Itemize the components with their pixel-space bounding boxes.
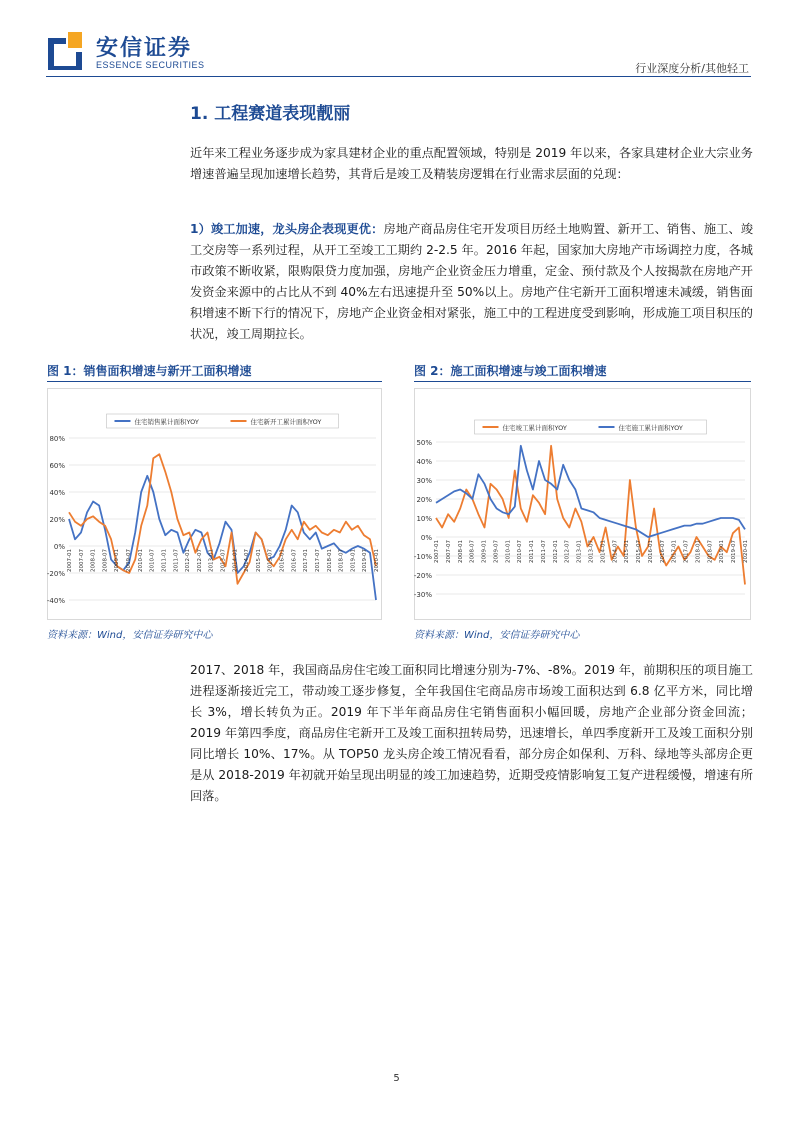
x-tick-label: 2014-07 [612,540,619,563]
x-tick-label: 2008-07 [469,540,476,563]
x-tick-label: 2014-01 [600,540,607,563]
paragraph-intro: 近年来工程业务逐步成为家具建材企业的重点配置领域，特别是 2019 年以来，各家具建材企业大宗业务增速普遍呈现加速增长趋势，其背后是竣工及精装房逻辑在行业需求层面的兑现： [190,146,753,181]
figure-2-divider [414,381,751,382]
x-tick-label: 2019-01 [719,540,726,563]
x-tick-label: 2017-07 [683,540,690,563]
x-tick-label: 2018-07 [707,540,714,563]
x-tick-label: 2007-01 [434,540,440,563]
legend-label: 住宅销售累计面积YOY [134,418,199,426]
chart-construction-completion [414,388,751,620]
y-tick-label: 0% [53,543,65,551]
x-tick-label: 2011-07 [540,540,547,563]
x-tick-label: 2014-07 [244,549,251,572]
x-tick-label: 2018-01 [326,549,333,572]
x-tick-label: 2009-01 [114,549,121,572]
y-tick-label: 50% [416,439,432,447]
y-tick-label: 20% [49,516,65,524]
x-tick-label: 2018-01 [695,540,702,563]
x-tick-label: 2007-01 [67,549,73,572]
page-number: 5 [393,1073,400,1084]
x-tick-label: 2016-07 [659,540,666,563]
x-tick-label: 2010-01 [505,540,512,563]
chart-1-svg [47,388,382,620]
x-tick-label: 2017-01 [671,540,678,563]
x-tick-label: 2008-07 [102,549,109,572]
x-tick-label: 2010-01 [137,549,144,572]
y-tick-label: 40% [49,489,65,497]
x-tick-label: 2011-01 [161,549,168,572]
figure-2-source: 资料来源：Wind，安信证券研究中心 [414,630,580,641]
y-tick-label: -20% [47,570,65,578]
section-title: 1. 工程赛道表现靓丽 [190,104,351,124]
x-tick-label: 2016-01 [647,540,654,563]
x-tick-label: 2012-07 [564,540,571,563]
legend-label: 住宅施工累计面积YOY [618,424,683,432]
figure-1-title: 图 1：销售面积增速与新开工面积增速 [47,364,252,378]
logo [46,30,206,74]
report-category: 行业深度分析/其他轻工 [635,62,749,75]
figure-1-divider [47,381,382,382]
paragraph-lead: 1）竣工加速，龙头房企表现更优： [190,222,384,236]
logo-text-en: ESSENCE SECURITIES [96,60,205,70]
x-tick-label: 2012-01 [185,549,192,572]
x-tick-label: 2013-07 [588,540,595,563]
y-tick-label: 80% [49,435,65,443]
y-tick-label: 30% [416,477,432,485]
y-tick-label: -20% [414,572,432,580]
chart-2-svg [414,388,751,620]
y-tick-label: 20% [416,496,432,504]
x-tick-label: 2007-07 [445,540,452,563]
x-tick-label: 2012-01 [552,540,559,563]
x-tick-label: 2011-01 [529,540,536,563]
x-tick-label: 2017-07 [314,549,321,572]
y-tick-label: 40% [416,458,432,466]
x-tick-label: 2015-07 [267,549,274,572]
x-tick-label: 2019-07 [731,540,738,563]
x-tick-label: 2019-01 [350,549,357,572]
x-tick-label: 2016-01 [279,549,286,572]
y-tick-label: 10% [416,515,432,523]
logo-icon [46,30,84,70]
x-tick-label: 2020-01 [743,540,749,563]
x-tick-label: 2013-01 [576,540,583,563]
x-tick-label: 2009-07 [493,540,500,563]
paragraph-completion-trend: 2017、2018 年，我国商品房住宅竣工面积同比增速分别为-7%、-8%。2019 年，前期积压的项目施工进程逐渐接近完工，带动竣工逐步修复，全年我国住宅商品房市场竣工面积达到 6.8 亿平方米，同比增长 3%，增长转负为正。2019 年下半年商品房住宅销售面积小幅回暖，房地产企业部分资金回流；2019 年第四季度，商品房住宅新开工及竣工面积扭转局势，迅速增长，单四季度新开工及竣工面积分别同比增长 10%、17%。从 TOP50 龙头房企竣工情况看看，部分房企如保利、万科、绿地等头部房企更是从 2018-2019 年初就开始呈现出明显的竣工加速趋势，近期受疫情影响复工复产进程缓慢，增速有所回落。 [190,663,753,803]
x-tick-label: 2019-07 [362,549,369,572]
y-tick-label: 0% [420,534,432,542]
x-tick-label: 2015-07 [636,540,643,563]
x-tick-label: 2010-07 [149,549,156,572]
x-tick-label: 2008-01 [90,549,97,572]
x-tick-label: 2020-01 [374,549,380,572]
paragraph-completion [190,219,753,345]
y-tick-label: -30% [414,591,432,599]
x-tick-label: 2015-01 [624,540,631,563]
y-tick-label: -10% [414,553,432,561]
header-divider [46,76,751,77]
legend-label: 住宅新开工累计面积YOY [250,418,322,426]
logo-text-cn: 安信证券 [96,36,193,61]
x-tick-label: 2015-01 [255,549,262,572]
x-tick-label: 2013-01 [208,549,215,572]
x-tick-label: 2017-01 [303,549,310,572]
x-tick-label: 2018-07 [338,549,345,572]
x-tick-label: 2009-01 [481,540,488,563]
x-tick-label: 2013-07 [220,549,227,572]
figure-1-source: 资料来源：Wind，安信证券研究中心 [47,630,213,641]
x-tick-label: 2011-07 [173,549,180,572]
x-tick-label: 2014-01 [232,549,239,572]
chart-sales-newstarts [47,388,382,620]
figure-2-title: 图 2：施工面积增速与竣工面积增速 [414,364,607,378]
legend-label: 住宅竣工累计面积YOY [502,424,567,432]
x-tick-label: 2008-01 [457,540,464,563]
y-tick-label: -40% [47,597,65,605]
paragraph-body: 房地产商品房住宅开发项目历经土地购置、新开工、销售、施工、竣工交房等一系列过程，从开工至竣工工期约 2-2.5 年。2016 年起，国家加大房地产市场调控力度，各城市政策不断收紧，限购限贷力度加强，房地产企业资金压力增重，定金、预付款及个人按揭款在房地产开发资金来源中的占比从不到 40%左右迅速提升至 50%以上。房地产住宅新开工面积增速未减缓，销售面积增速不断下行的情况下，房地产企业资金相对紧张，施工中的工程进度受到影响，形成施工项目积压的状况，竣工周期拉长。 [190,222,754,341]
x-tick-label: 2010-07 [517,540,524,563]
x-tick-label: 2016-07 [291,549,298,572]
y-tick-label: 60% [49,462,65,470]
x-tick-label: 2007-07 [78,549,85,572]
x-tick-label: 2012-07 [196,549,203,572]
x-tick-label: 2009-07 [126,549,133,572]
